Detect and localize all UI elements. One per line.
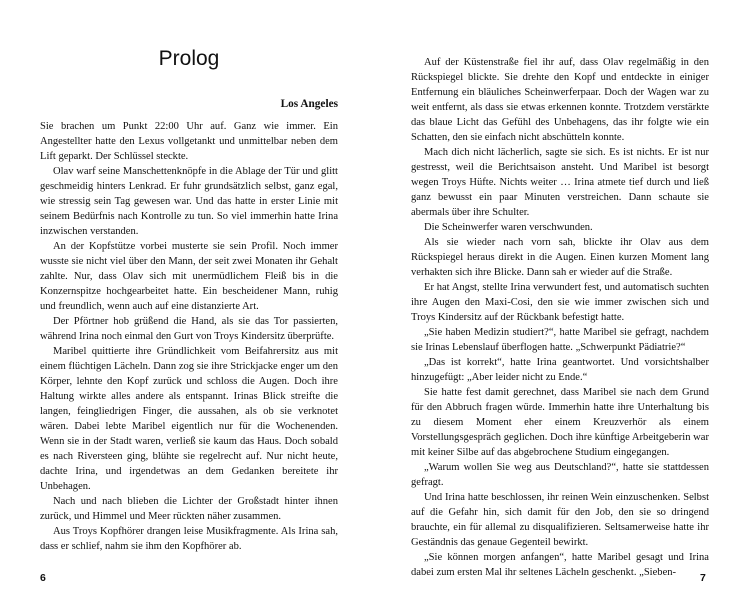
page-number: 6 <box>40 572 46 584</box>
page-number: 7 <box>700 572 706 584</box>
chapter-title: Prolog <box>158 47 220 70</box>
paragraph: An der Kopfstütze vorbei musterte sie sein Profil. Noch immer wusste sie nicht viel über den Mann, der seit zwei Monaten ihr Gehalt zahlte. Nur, dass Olav sich mit unermüdlichem Fleiß bis in die Konzernspitze hochgearbeitet hatte. Ein bescheidener Mann, ruhig und freundlich, wenn auch auf eine distanzierte Art. <box>40 241 338 312</box>
paragraph: Aus Troys Kopfhörer drangen leise Musikfragmente. Als Irina sah, dass er schlief, nahm sie ihm den Kopfhörer ab. <box>40 526 338 552</box>
paragraph: Mach dich nicht lächerlich, sagte sie sich. Es ist nichts. Er ist nur gestresst, weil die Berichtsaison ansteht. Und Maribel ist besorgt wegen Troys Hüfte. Nichts weiter … Irina atmete tief durch und ließ ganz bewusst ein paar Minuten verstreichen. Dann schaute sie abermals über ihre Schulter. <box>411 147 709 218</box>
paragraph: Die Scheinwerfer waren verschwunden. <box>424 222 593 233</box>
paragraph: Maribel quittierte ihre Gründlichkeit vom Beifahrersitz aus mit einem flüchtigen Lächeln. Dann zog sie ihre Strickjacke enger um den Körper, lehnte den Kopf zurück und schloss die Augen. Doch ihre Haltung wirkte alles andere als entspannt. Irinas Blick streifte die langen, feingliedrigen Finger, die aussahen, als ob sie verknotet wären. Dabei lebte Maribel eigentlich nur für die Wochenenden. Wenn sie in der Stadt waren, verließ sie kaum das Haus. Doch sobald es nach Riversteen ging, blühte sie regelrecht auf. Nur nicht heute, dachte Irina, und irgendetwas an dem Gedanken bereitete ihr Unbehagen. <box>40 346 338 492</box>
paragraph: Nach und nach blieben die Lichter der Großstadt hinter ihnen zurück, und Himmel und Meer rückten näher zusammen. <box>40 496 338 522</box>
right-page <box>375 0 750 606</box>
paragraph: Er hat Angst, stellte Irina verwundert fest, und automatisch suchten ihre Augen den Maxi-Cosi, den sie wie immer zwischen sich und Troys Kindersitz auf der Rückbank befestigt hatte. <box>411 282 709 323</box>
paragraph: Als sie wieder nach vorn sah, blickte ihr Olav aus dem Rückspiegel heraus direkt in die Augen. Einen kurzen Moment lang verhakten sich ihre Blicke. Dann sah er wieder auf die Straße. <box>411 237 709 278</box>
paragraph: „Das ist korrekt“, hatte Irina geantwortet. Und vorsichtshalber hinzugefügt: „Aber leider nicht zu Ende.“ <box>411 357 709 383</box>
paragraph: „Warum wollen Sie weg aus Deutschland?“, hatte sie stattdessen gefragt. <box>411 462 709 488</box>
paragraph: Und Irina hatte beschlossen, ihr reinen Wein einzuschenken. Selbst auf die Gefahr hin, sich damit für den Job, den sie so dringend brauchte, ein für allemal zu disqualifizieren. Seltsamerweise hatte ihr Geständnis das genaue Gegenteil bewirkt. <box>411 492 709 548</box>
paragraph: Sie hatte fest damit gerechnet, dass Maribel sie nach dem Grund für den Abbruch fragen würde. Immerhin hatte ihre Unterhaltung bis zu diesem Moment eher einem Kreuzverhör als einem Vorstellungsgespräch geglichen. Doch ihre künftige Arbeitgeberin war mit keiner Silbe auf das abgebrochene Studium eingegangen. <box>411 387 709 458</box>
right-page-body <box>411 55 709 580</box>
location-heading: Los Angeles <box>280 98 338 110</box>
paragraph: Sie brachen um Punkt 22:00 Uhr auf. Ganz wie immer. Ein Angestellter hatte den Lexus vollgetankt und unmittelbar neben dem Lift geparkt. Der Schlüssel steckte. <box>40 121 338 162</box>
paragraph: Auf der Küstenstraße fiel ihr auf, dass Olav regelmäßig in den Rückspiegel blickte. Sie drehte den Kopf und entdeckte in einiger Entfernung ein bläuliches Scheinwerferpaar. Doch der Wagen war zu weit entfernt, als dass sie etwas erkennen konnte. Trotzdem verstärkte das blaue Licht das Gefühl des Unbehagens, das ihr folgte wie ein Schatten, den sie einfach nicht abschütteln konnte. <box>411 57 709 143</box>
paragraph: „Sie können morgen anfangen“, hatte Maribel gesagt und Irina dabei zum ersten Mal ihr seltenes Lächeln geschenkt. „Sieben- <box>411 552 709 578</box>
paragraph: Der Pförtner hob grüßend die Hand, als sie das Tor passierten, während Irina noch einmal den Gurt von Troys Kindersitz überprüfte. <box>40 316 338 342</box>
left-page-body <box>40 119 338 554</box>
paragraph: Olav warf seine Manschettenknöpfe in die Ablage der Tür und glitt geschmeidig hinters Lenkrad. Er fuhr grundsätzlich selbst, ganz egal, wie stressig sein Tag gewesen war. Und das hatte in erster Linie mit seinem Bedürfnis nach Kontrolle zu tun. So viel immerhin hatte Irina inzwischen verstanden. <box>40 166 338 237</box>
paragraph: „Sie haben Medizin studiert?“, hatte Maribel sie gefragt, nachdem sie Irinas Lebenslauf überflogen hatte. „Schwerpunkt Pädiatrie?“ <box>411 327 709 353</box>
